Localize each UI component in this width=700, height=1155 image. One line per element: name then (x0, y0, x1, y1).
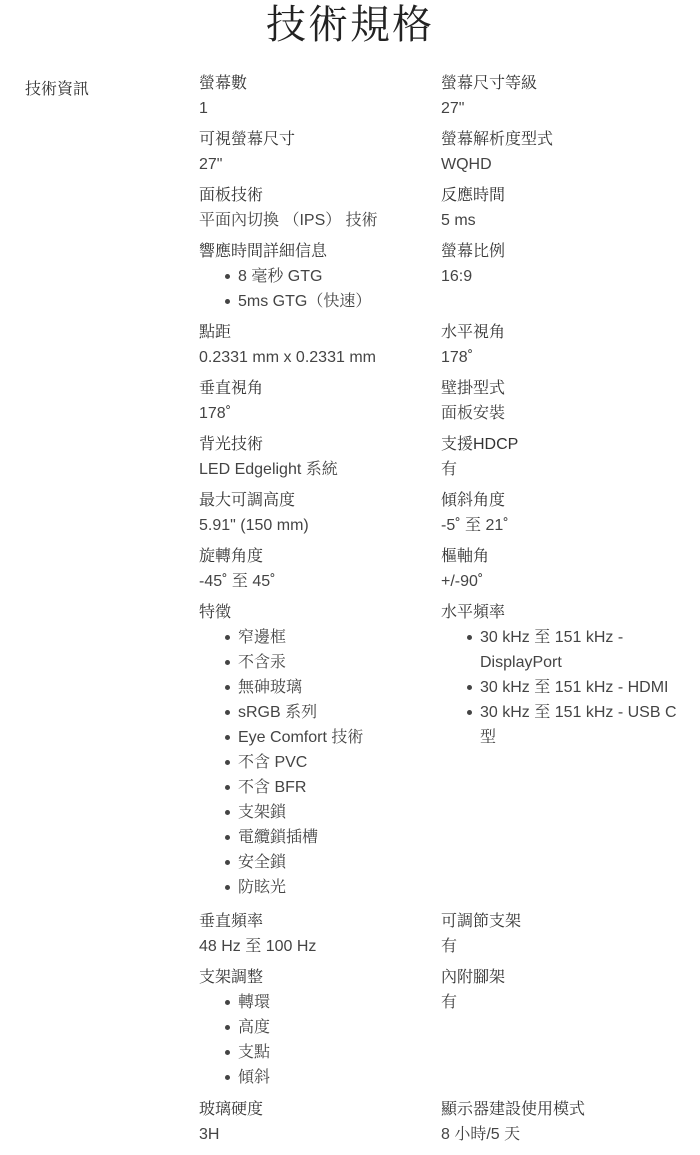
list-item: 不含 BFR (199, 775, 439, 800)
spec-hdcp (441, 432, 681, 482)
spec-label: 旋轉角度 (199, 548, 264, 565)
spec-label: 可調節支架 (441, 913, 522, 930)
spec-stand-adjust (199, 965, 439, 1090)
list-item: Eye Comfort 技術 (199, 725, 439, 750)
list-item: 窄邊框 (199, 625, 439, 650)
spec-value-list (441, 625, 681, 750)
spec-horizontal-freq (441, 600, 681, 750)
spec-label: 最大可調高度 (199, 492, 296, 509)
spec-screen-size-class (441, 71, 681, 121)
spec-label: 壁掛型式 (441, 380, 506, 397)
spec-label: 螢幕比例 (441, 243, 506, 260)
spec-label: 玻璃硬度 (199, 1101, 264, 1118)
list-item: 不含汞 (199, 650, 439, 675)
list-item: 支架鎖 (199, 800, 439, 825)
spec-adjustable-stand (441, 909, 681, 959)
spec-label: 螢幕解析度型式 (441, 131, 554, 148)
spec-value: 178˚ (441, 349, 474, 366)
spec-label: 垂直頻率 (199, 913, 264, 930)
spec-viewable-size (199, 127, 439, 177)
spec-features (199, 600, 439, 900)
list-item: 防眩光 (199, 875, 439, 900)
spec-label: 特徵 (199, 604, 232, 621)
spec-value: 有 (441, 461, 458, 478)
spec-label: 內附腳架 (441, 969, 506, 986)
spec-backlight (199, 432, 439, 482)
spec-screen-count (199, 71, 439, 121)
spec-vertical-freq (199, 909, 439, 959)
spec-pixel-pitch (199, 320, 439, 370)
list-item: 30 kHz 至 151 kHz - DisplayPort (441, 625, 681, 675)
list-item: 無砷玻璃 (199, 675, 439, 700)
spec-value: WQHD (441, 156, 492, 173)
section-label: 技術資訊 (25, 81, 90, 98)
list-item: 高度 (199, 1015, 439, 1040)
page-title: 技術規格 (266, 3, 434, 47)
spec-label: 支援HDCP (441, 436, 519, 453)
spec-value-list (199, 625, 439, 900)
spec-value: 27" (441, 100, 465, 117)
spec-value: 1 (199, 100, 208, 117)
spec-tilt-angle (441, 488, 681, 538)
spec-value-list (199, 990, 439, 1090)
spec-value: -5˚ 至 21˚ (441, 517, 509, 534)
spec-label: 顯示器建設使用模式 (441, 1101, 586, 1118)
spec-value: 27" (199, 156, 223, 173)
list-item: sRGB 系列 (199, 700, 439, 725)
spec-label: 螢幕數 (199, 75, 248, 92)
list-item: 轉環 (199, 990, 439, 1015)
spec-value: 48 Hz 至 100 Hz (199, 938, 317, 955)
list-item: 5ms GTG（快速） (199, 289, 439, 314)
spec-value: +/-90˚ (441, 573, 484, 590)
spec-value: 178˚ (199, 405, 232, 422)
list-item: 30 kHz 至 151 kHz - USB C 型 (441, 700, 681, 750)
spec-max-height (199, 488, 439, 538)
spec-value: 8 小時/5 天 (441, 1126, 521, 1143)
spec-label: 傾斜角度 (441, 492, 506, 509)
spec-value: 16:9 (441, 268, 473, 285)
spec-value: 有 (441, 938, 458, 955)
spec-value: LED Edgelight 系統 (199, 461, 338, 478)
spec-value: 面板安裝 (441, 405, 506, 422)
spec-label: 樞軸角 (441, 548, 490, 565)
spec-value: 平面內切換 （IPS） 技術 (199, 212, 378, 229)
spec-response-time (441, 183, 681, 233)
spec-horizontal-angle (441, 320, 681, 370)
list-item: 8 毫秒 GTG (199, 264, 439, 289)
spec-value: 0.2331 mm x 0.2331 mm (199, 349, 376, 366)
spec-label: 響應時間詳細信息 (199, 243, 328, 260)
spec-panel-tech (199, 183, 439, 233)
spec-resolution-format (441, 127, 681, 177)
spec-label: 螢幕尺寸等級 (441, 75, 538, 92)
spec-glass-hardness (199, 1097, 439, 1147)
spec-label: 背光技術 (199, 436, 264, 453)
spec-label: 面板技術 (199, 187, 264, 204)
spec-vertical-angle (199, 376, 439, 426)
spec-value: 有 (441, 994, 458, 1011)
spec-usage-mode (441, 1097, 681, 1147)
spec-response-details (199, 239, 439, 314)
spec-label: 可視螢幕尺寸 (199, 131, 296, 148)
spec-pivot-angle (441, 544, 681, 594)
spec-label: 反應時間 (441, 187, 506, 204)
list-item: 不含 PVC (199, 750, 439, 775)
spec-label: 點距 (199, 324, 232, 341)
list-item: 安全鎖 (199, 850, 439, 875)
list-item: 電纜鎖插槽 (199, 825, 439, 850)
spec-label: 水平頻率 (441, 604, 506, 621)
list-item: 支點 (199, 1040, 439, 1065)
spec-label: 垂直視角 (199, 380, 264, 397)
spec-label: 支架調整 (199, 969, 264, 986)
spec-value: 5 ms (441, 212, 476, 229)
spec-value: 5.91" (150 mm) (199, 517, 309, 534)
list-item: 傾斜 (199, 1065, 439, 1090)
spec-swivel-angle (199, 544, 439, 594)
list-item: 30 kHz 至 151 kHz - HDMI (441, 675, 681, 700)
spec-value-list (199, 264, 439, 314)
spec-aspect-ratio (441, 239, 681, 289)
spec-value: -45˚ 至 45˚ (199, 573, 276, 590)
spec-wall-mount (441, 376, 681, 426)
spec-label: 水平視角 (441, 324, 506, 341)
spec-built-in-stand (441, 965, 681, 1015)
spec-value: 3H (199, 1126, 220, 1143)
